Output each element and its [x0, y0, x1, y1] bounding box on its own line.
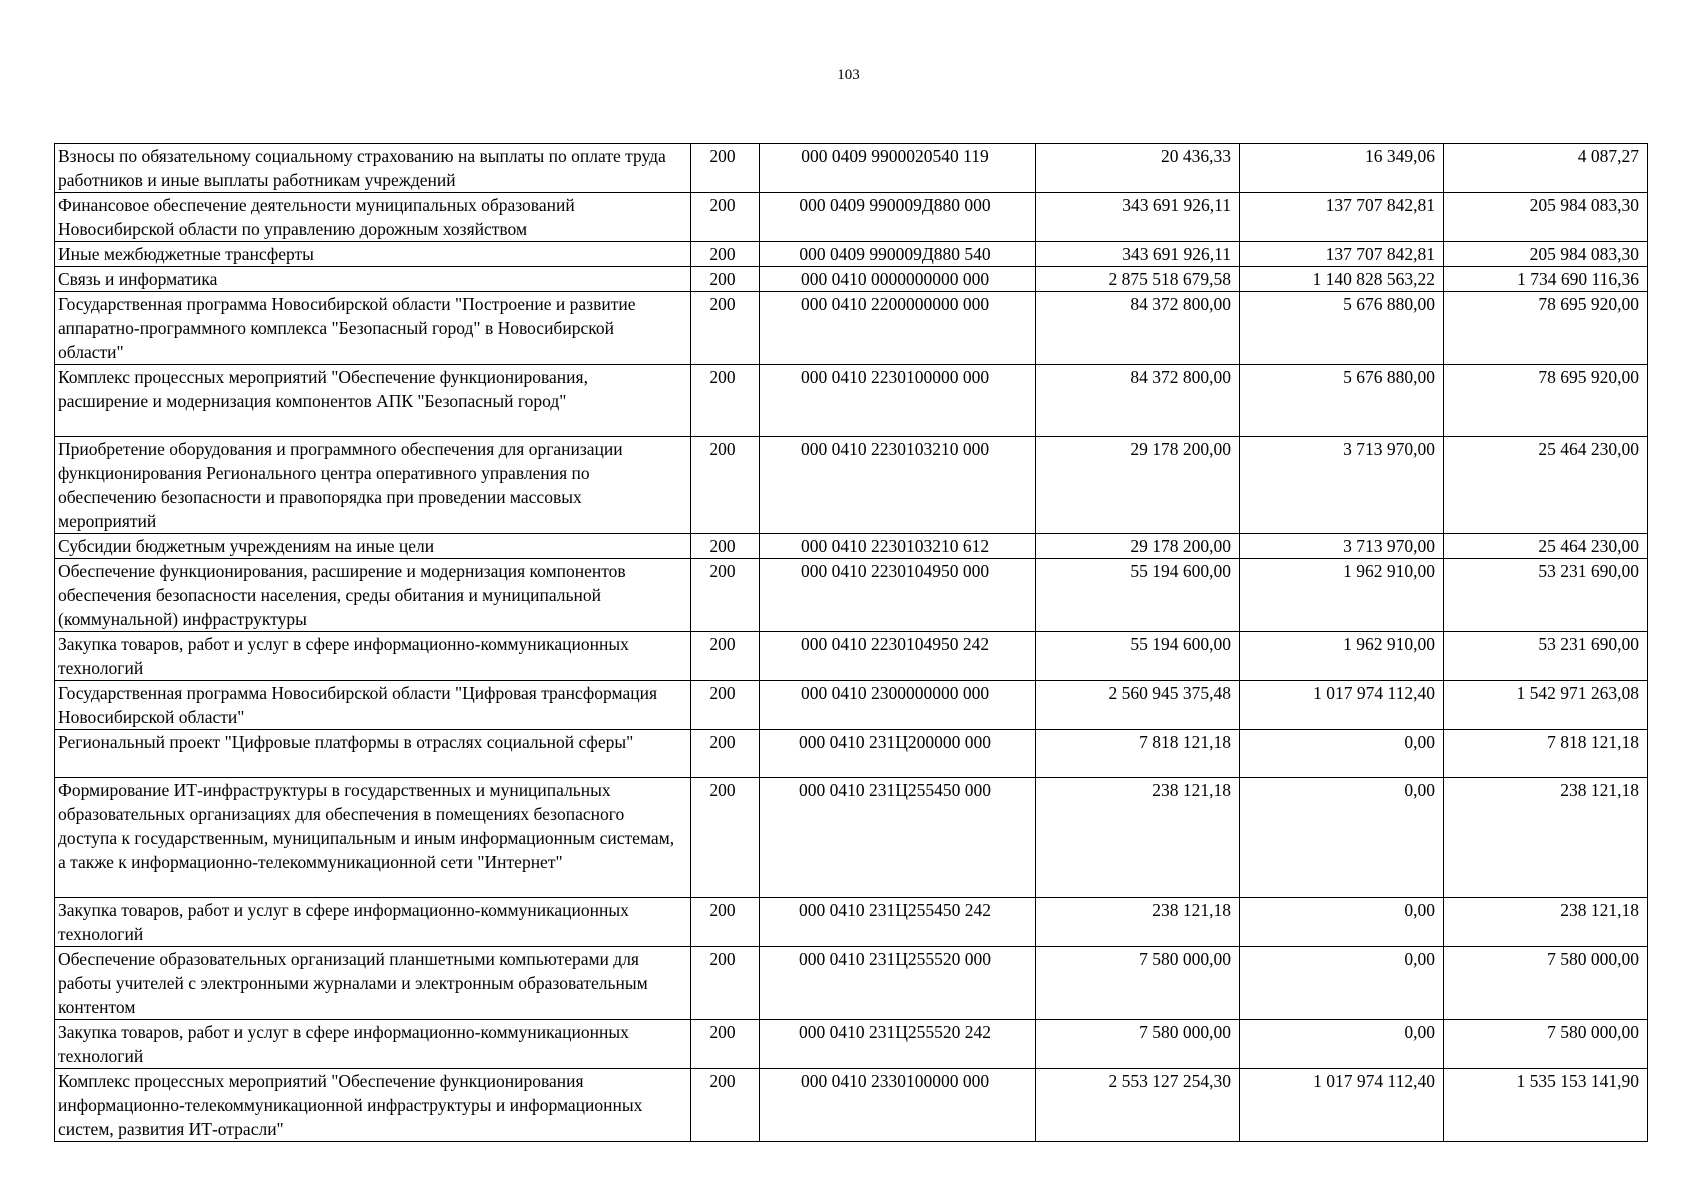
- row-classification-code-cell: 000 0410 2230100000 000: [760, 365, 1036, 437]
- row-value-1-cell: 343 691 926,11: [1036, 242, 1240, 267]
- row-value-1-cell: 7 818 121,18: [1036, 730, 1240, 778]
- row-admin-code-cell: 200: [691, 559, 760, 632]
- row-value-2-cell: 3 713 970,00: [1240, 534, 1444, 559]
- row-admin-code-cell: 200: [691, 898, 760, 947]
- row-classification-code-cell: 000 0410 2200000000 000: [760, 292, 1036, 365]
- row-classification-code-cell: 000 0410 231Ц255520 242: [760, 1020, 1036, 1069]
- row-name-cell: Финансовое обеспечение деятельности муниципальных образований Новосибирской области по управлению дорожным хозяйством: [55, 193, 691, 242]
- row-admin-code-cell: 200: [691, 778, 760, 898]
- row-classification-code-cell: 000 0409 990009Д880 540: [760, 242, 1036, 267]
- row-name-cell: Комплекс процессных мероприятий "Обеспечение функционирования информационно-телекоммуникационной инфраструктуры и информационных систем, развития ИТ-отрасли": [55, 1069, 691, 1142]
- row-value-2-cell: 3 713 970,00: [1240, 437, 1444, 534]
- row-name-cell: Государственная программа Новосибирской области "Построение и развитие аппаратно-программного комплекса "Безопасный город" в Новосибирской области": [55, 292, 691, 365]
- row-admin-code-cell: 200: [691, 292, 760, 365]
- row-value-2-cell: 0,00: [1240, 778, 1444, 898]
- row-admin-code-cell: 200: [691, 437, 760, 534]
- row-classification-code-cell: 000 0410 2230103210 612: [760, 534, 1036, 559]
- row-value-3-cell: 205 984 083,30: [1444, 193, 1648, 242]
- table-row: [55, 292, 1648, 365]
- row-value-3-cell: 78 695 920,00: [1444, 365, 1648, 437]
- row-value-3-cell: 4 087,27: [1444, 144, 1648, 193]
- row-admin-code-cell: 200: [691, 242, 760, 267]
- row-classification-code-cell: 000 0410 2230104950 242: [760, 632, 1036, 681]
- row-admin-code-cell: 200: [691, 144, 760, 193]
- row-value-1-cell: 55 194 600,00: [1036, 632, 1240, 681]
- row-value-3-cell: 1 535 153 141,90: [1444, 1069, 1648, 1142]
- row-value-1-cell: 20 436,33: [1036, 144, 1240, 193]
- row-classification-code-cell: 000 0410 2230103210 000: [760, 437, 1036, 534]
- row-value-2-cell: 16 349,06: [1240, 144, 1444, 193]
- row-name-cell: Иные межбюджетные трансферты: [55, 242, 691, 267]
- row-value-1-cell: 29 178 200,00: [1036, 534, 1240, 559]
- row-value-3-cell: 1 734 690 116,36: [1444, 267, 1648, 292]
- row-value-2-cell: 0,00: [1240, 1020, 1444, 1069]
- row-admin-code-cell: 200: [691, 1069, 760, 1142]
- row-classification-code-cell: 000 0409 9900020540 119: [760, 144, 1036, 193]
- table-row: [55, 947, 1648, 1020]
- table-row: [55, 898, 1648, 947]
- row-value-3-cell: 238 121,18: [1444, 778, 1648, 898]
- row-value-2-cell: 5 676 880,00: [1240, 292, 1444, 365]
- row-value-3-cell: 7 580 000,00: [1444, 947, 1648, 1020]
- row-classification-code-cell: 000 0410 231Ц255450 000: [760, 778, 1036, 898]
- row-admin-code-cell: 200: [691, 681, 760, 730]
- row-admin-code-cell: 200: [691, 632, 760, 681]
- row-value-1-cell: 343 691 926,11: [1036, 193, 1240, 242]
- row-value-1-cell: 84 372 800,00: [1036, 365, 1240, 437]
- row-value-2-cell: 0,00: [1240, 898, 1444, 947]
- row-value-2-cell: 1 962 910,00: [1240, 632, 1444, 681]
- row-admin-code-cell: 200: [691, 193, 760, 242]
- row-value-3-cell: 53 231 690,00: [1444, 632, 1648, 681]
- table-row: [55, 730, 1648, 778]
- row-name-cell: Региональный проект "Цифровые платформы в отраслях социальной сферы": [55, 730, 691, 778]
- row-name-cell: Обеспечение функционирования, расширение и модернизация компонентов обеспечения безопасности населения, среды обитания и муниципальной (коммунальной) инфраструктуры: [55, 559, 691, 632]
- table-row: [55, 1020, 1648, 1069]
- row-value-3-cell: 7 818 121,18: [1444, 730, 1648, 778]
- row-value-2-cell: 1 017 974 112,40: [1240, 1069, 1444, 1142]
- row-value-2-cell: 137 707 842,81: [1240, 193, 1444, 242]
- row-name-cell: Государственная программа Новосибирской области "Цифровая трансформация Новосибирской области": [55, 681, 691, 730]
- row-value-1-cell: 7 580 000,00: [1036, 1020, 1240, 1069]
- row-value-1-cell: 2 875 518 679,58: [1036, 267, 1240, 292]
- row-name-cell: Обеспечение образовательных организаций планшетными компьютерами для работы учителей с электронными журналами и электронным образовательным контентом: [55, 947, 691, 1020]
- row-value-1-cell: 2 560 945 375,48: [1036, 681, 1240, 730]
- table-row: [55, 193, 1648, 242]
- row-value-2-cell: 5 676 880,00: [1240, 365, 1444, 437]
- row-name-cell: Закупка товаров, работ и услуг в сфере информационно-коммуникационных технологий: [55, 898, 691, 947]
- row-value-1-cell: 238 121,18: [1036, 898, 1240, 947]
- budget-table: [54, 143, 1648, 1142]
- table-row: [55, 681, 1648, 730]
- row-value-2-cell: 1 962 910,00: [1240, 559, 1444, 632]
- row-name-cell: Закупка товаров, работ и услуг в сфере информационно-коммуникационных технологий: [55, 1020, 691, 1069]
- table-row: [55, 365, 1648, 437]
- row-admin-code-cell: 200: [691, 267, 760, 292]
- table-row: [55, 559, 1648, 632]
- table-row: [55, 437, 1648, 534]
- row-classification-code-cell: 000 0410 231Ц200000 000: [760, 730, 1036, 778]
- row-value-1-cell: 238 121,18: [1036, 778, 1240, 898]
- row-admin-code-cell: 200: [691, 1020, 760, 1069]
- row-value-3-cell: 53 231 690,00: [1444, 559, 1648, 632]
- row-name-cell: Закупка товаров, работ и услуг в сфере информационно-коммуникационных технологий: [55, 632, 691, 681]
- row-classification-code-cell: 000 0410 2300000000 000: [760, 681, 1036, 730]
- row-admin-code-cell: 200: [691, 365, 760, 437]
- page-number: 103: [837, 67, 860, 83]
- table-row: [55, 534, 1648, 559]
- table-row: [55, 242, 1648, 267]
- row-classification-code-cell: 000 0410 2330100000 000: [760, 1069, 1036, 1142]
- row-value-2-cell: 0,00: [1240, 947, 1444, 1020]
- row-value-1-cell: 29 178 200,00: [1036, 437, 1240, 534]
- row-name-cell: Комплекс процессных мероприятий "Обеспечение функционирования, расширение и модернизация компонентов АПК "Безопасный город": [55, 365, 691, 437]
- row-value-1-cell: 2 553 127 254,30: [1036, 1069, 1240, 1142]
- row-classification-code-cell: 000 0409 990009Д880 000: [760, 193, 1036, 242]
- row-classification-code-cell: 000 0410 2230104950 000: [760, 559, 1036, 632]
- row-value-3-cell: 1 542 971 263,08: [1444, 681, 1648, 730]
- table-row: [55, 144, 1648, 193]
- row-value-3-cell: 25 464 230,00: [1444, 437, 1648, 534]
- row-name-cell: Взносы по обязательному социальному страхованию на выплаты по оплате труда работников и иные выплаты работникам учреждений: [55, 144, 691, 193]
- row-value-2-cell: 1 140 828 563,22: [1240, 267, 1444, 292]
- row-admin-code-cell: 200: [691, 534, 760, 559]
- row-value-1-cell: 84 372 800,00: [1036, 292, 1240, 365]
- row-name-cell: Связь и информатика: [55, 267, 691, 292]
- table-row: [55, 778, 1648, 898]
- table-row: [55, 632, 1648, 681]
- row-value-2-cell: 0,00: [1240, 730, 1444, 778]
- budget-table-body: [55, 144, 1648, 1142]
- row-value-3-cell: 205 984 083,30: [1444, 242, 1648, 267]
- row-name-cell: Приобретение оборудования и программного обеспечения для организации функционирования Регионального центра оперативного управления по обеспечению безопасности и правопорядка при проведении массовых мероприятий: [55, 437, 691, 534]
- row-value-3-cell: 7 580 000,00: [1444, 1020, 1648, 1069]
- row-value-1-cell: 55 194 600,00: [1036, 559, 1240, 632]
- row-admin-code-cell: 200: [691, 947, 760, 1020]
- row-value-3-cell: 25 464 230,00: [1444, 534, 1648, 559]
- row-value-2-cell: 1 017 974 112,40: [1240, 681, 1444, 730]
- table-row: [55, 1069, 1648, 1142]
- row-name-cell: Формирование ИТ-инфраструктуры в государственных и муниципальных образовательных организациях для обеспечения в помещениях безопасного доступа к государственным, муниципальным и иным информационным системам, а также к информационно-телекоммуникационной сети "Интернет": [55, 778, 691, 898]
- row-value-2-cell: 137 707 842,81: [1240, 242, 1444, 267]
- row-classification-code-cell: 000 0410 231Ц255520 000: [760, 947, 1036, 1020]
- row-name-cell: Субсидии бюджетным учреждениям на иные цели: [55, 534, 691, 559]
- table-row: [55, 267, 1648, 292]
- row-admin-code-cell: 200: [691, 730, 760, 778]
- row-value-1-cell: 7 580 000,00: [1036, 947, 1240, 1020]
- row-value-3-cell: 78 695 920,00: [1444, 292, 1648, 365]
- row-value-3-cell: 238 121,18: [1444, 898, 1648, 947]
- row-classification-code-cell: 000 0410 231Ц255450 242: [760, 898, 1036, 947]
- row-classification-code-cell: 000 0410 0000000000 000: [760, 267, 1036, 292]
